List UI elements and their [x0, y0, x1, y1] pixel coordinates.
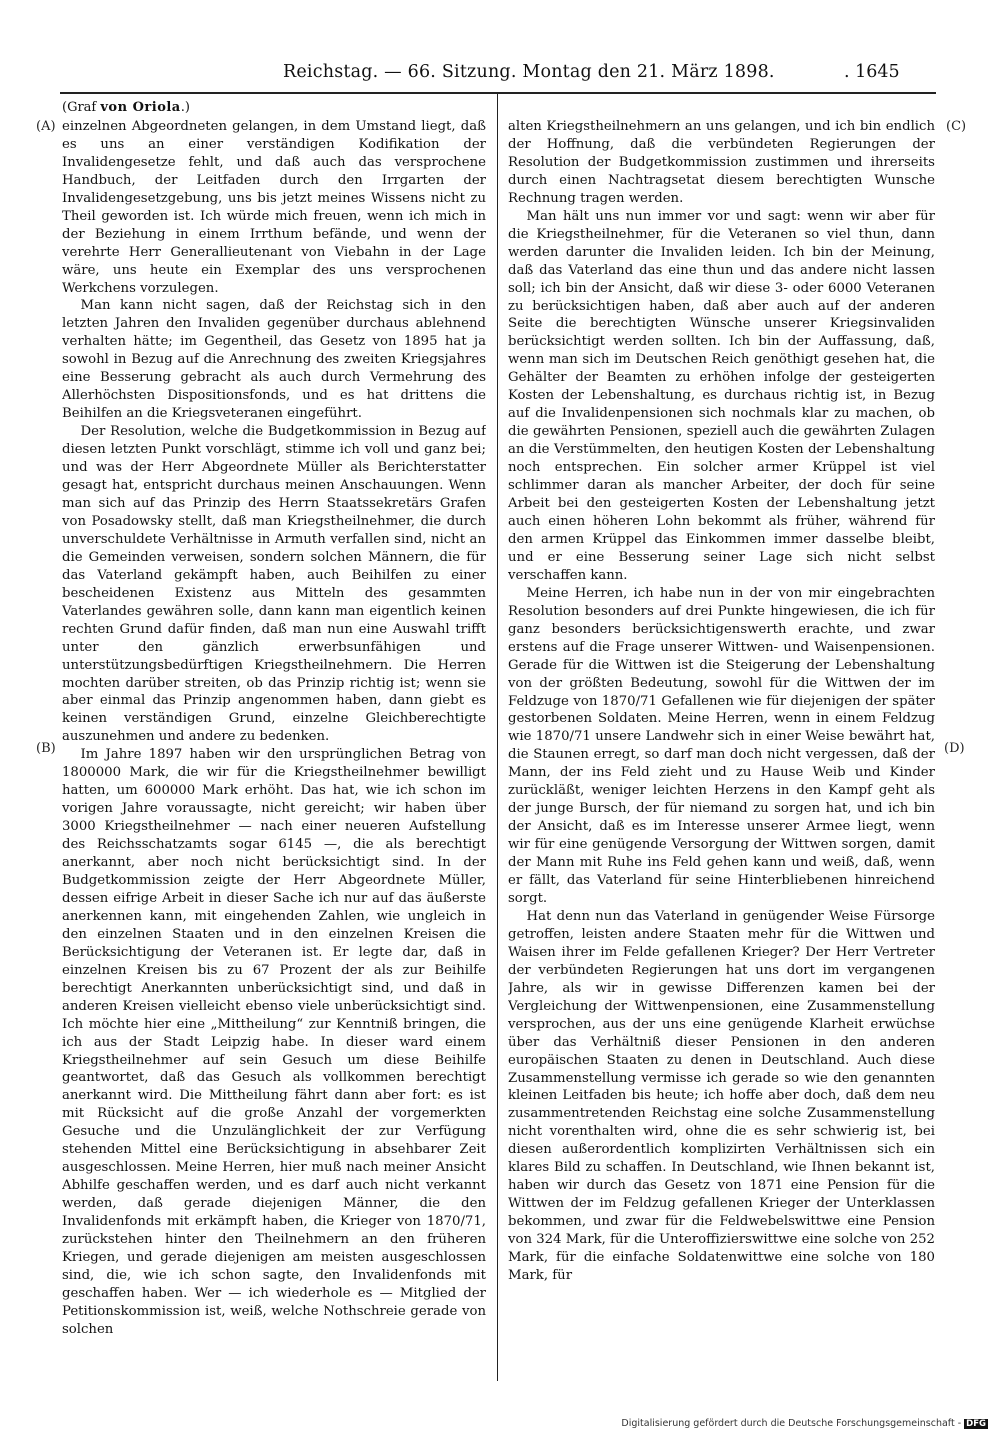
speaker-attribution: [62, 99, 486, 117]
speaker-name: von Oriola: [100, 100, 181, 115]
margin-marker-b: (B): [36, 741, 56, 756]
paragraph: Im Jahre 1897 haben wir den ursprünglichen Betrag von 1800000 Mark, die wir für die Kriegstheilnehmer bewilligt hatten, um 600000 Mark erhöht. Das hat, wie ich schon im vorigen Jahre voraussagte, nicht gereicht; wir haben über 3000 Kriegstheilnehmer — nach einer neueren Aufstellung des Reichsschatzamts sogar 6145 —, die als berechtigt anerkannt, aber noch nicht berücksichtigt sind. In der Budgetkommission zeigte der Herr Abgeordnete Müller, dessen eifrige Arbeit in dieser Sache ich nur auf das äußerste anerkennen kann, mit eingehenden Zahlen, wie ungleich in den einzelnen Staaten und in den einzelnen Kreisen die Berücksichtigung der Veteranen ist. Er legte dar, daß in einzelnen Kreisen bis zu 67 Prozent der als zur Beihilfe berechtigt Anerkannten unberücksichtigt sind, und daß in anderen Kreisen vielleicht ebenso viele unberücksichtigt sind. Ich möchte hier eine „Mittheilung“ zur Kenntniß bringen, die ich aus der Stadt Leipzig habe. In dieser ward einem Kriegstheilnehmer auf sein Gesuch um diese Beihilfe geantwortet, daß das Gesuch als vollkommen berechtigt anerkannt wird. Die Mittheilung fährt dann aber fort: es ist mit Rücksicht auf die große Anzahl der vorgemerkten Gesuche und die Unzulänglichkeit der zur Verfügung stehenden Mittel eine Berücksichtigung in absehbarer Zeit ausgeschlossen. Meine Herren, hier muß nach meiner Ansicht Abhilfe geschaffen werden, und es darf auch nicht verkannt werden, daß gerade diejenigen Männer, die den Invalidenfonds mit erkämpft haben, die Krieger von 1870/71, zurückstehen hinter den Theilnehmern an den früheren Kriegen, und gerade diejenigen am meisten ausgeschlossen sind, die, wie ich schon sagte, den Invalidenfonds mit geschaffen haben. Wer — ich wiederhole es — Mitglied der Petitionskommission ist, weiß, welche Nothschreie gerade von solchen: [62, 747, 486, 1337]
page-header: [0, 62, 1000, 92]
dfg-logo: DFG: [966, 1419, 986, 1429]
paragraph: einzelnen Abgeordneten gelangen, in dem Umstand liegt, daß es uns an einer verständigen Kodifikation der Invalidengesetze fehlt, und daß auch das versprochene Handbuch, der Leitfaden durch den Irrgarten der Invalidengesetzgebung, uns bis jetzt meines Wissens nicht zu Theil geworden ist. Ich würde mich freuen, wenn ich mich in der Beziehung in einem Irrthum befände, und wenn der verehrte Herr Generallieutenant von Viebahn in der Lage wäre, uns heute ein Exemplar des uns versprochenen Werkchens vorzulegen.: [62, 118, 486, 296]
paragraph: alten Kriegstheilnehmern an uns gelangen, und ich bin endlich der Hoffnung, daß die verbündeten Regierungen der Resolution der Budgetkommission zustimmen und ihrerseits durch einen Nachtragsetat diesem berechtigten Wunsche Rechnung tragen werden.: [508, 119, 935, 206]
credit-text: Digitalisierung gefördert durch die Deutsche Forschungsgemeinschaft -: [621, 1418, 962, 1429]
left-column: [62, 99, 486, 1379]
paragraph: Man kann nicht sagen, daß der Reichstag sich in den letzten Jahren den Invaliden gegenüber durchaus ablehnend verhalten hätte; im Gegentheil, das Gesetz von 1895 hat ja sowohl in Bezug auf die Anrechnung des zweiten Kriegsjahres eine Besserung gebracht als auch durch Vermehrung des Allerhöchsten Dispositionsfonds, und es hat drittens die Beihilfen an die Kriegsveteranen eingeführt.: [62, 298, 486, 422]
paragraph: Der Resolution, welche die Budgetkommission in Bezug auf diesen letzten Punkt vorschlägt, stimme ich voll und ganz bei; und was der Herr Abgeordnete Müller als Berichterstatter gesagt hat, entspricht durchaus meinen Anschauungen. Wenn man sich auf das Prinzip des Herrn Staatssekretärs Grafen von Posadowsky stellt, daß man Kriegstheilnehmer, die durch unverschuldete Verhältnisse in Armuth verfallen sind, nicht an die Gemeinden verweisen, sondern solchen Männern, die für das Vaterland gekämpft haben, auch Beihilfen zu einer bescheidenen Existenz aus Mitteln des gesammten Vaterlandes gewähren solle, dann kann man eigentlich keinen rechten Grund dafür finden, daß man nun eine Auswahl trifft unter den gänzlich erwerbsunfähigen und unterstützungsbedürftigen Kriegstheilnehmern. Die Herren mochten darüber streiten, ob das Prinzip richtig ist; wenn sie aber einmal das Prinzip angenommen haben, dann giebt es keinen verständigen Grund, einzelne Gleichberechtigte auszunehmen und andere zu bedenken.: [62, 424, 486, 745]
speaker-suffix: .): [180, 100, 190, 115]
margin-marker-c: (C): [946, 119, 967, 134]
paragraph: Meine Herren, ich habe nun in der von mir eingebrachten Resolution besonders auf drei Punkte hingewiesen, die ich für ganz besonders berücksichtigenswerth erachte, und zwar erstens auf die Frage unserer Wittwen- und Waisenpensionen. Gerade für die Wittwen ist die Steigerung der Lebenshaltung von der größten Bedeutung, sowohl für die Wittwen der im Feldzuge von 1870/71 Gefallenen wie für diejenigen der später gestorbenen Soldaten. Meine Herren, wenn in einem Feldzug wie 1870/71 unsere Landwehr sich in einer Weise bewährt hat, die Staunen erregt, so darf man doch nicht vergessen, daß der Mann, der ins Feld zieht und zu Hause Weib und Kinder zurückläßt, weniger leichten Herzens in den Kampf geht als der junge Bursch, der für niemand zu sorgen hat, und ich bin der Ansicht, daß es im Interesse unserer Armee liegt, wenn wir für eine genügende Versorgung der Wittwen sorgen, damit der Mann mit Ruhe ins Feld gehen kann und weiß, daß, wenn er fällt, das Vaterland für seine Hinterbliebenen hinreichend sorgt.: [508, 585, 935, 906]
margin-marker-a: (A): [36, 119, 56, 134]
digitization-credit: [621, 1418, 988, 1429]
paragraph: Man hält uns nun immer vor und sagt: wenn wir aber für die Kriegstheilnehmer, für die Veteranen so viel thun, dann werden darunter die Invaliden leiden. Ich bin der Meinung, daß das Vaterland das eine thun und das andere nicht lassen soll; ich bin der Ansicht, daß wir diese 3- oder 6000 Veteranen zu berücksichtigen haben, daß aber auch auf der anderen Seite die berechtigten Wünsche unserer Kriegsinvaliden berücksichtigt werden sollten. Ich bin der Auffassung, daß, wenn man sich im Deutschen Reich genöthigt gesehen hat, die Gehälter der Beamten zu erhöhen infolge der gesteigerten Kosten der Lebenshaltung, es durchaus richtig ist, in Bezug auf die Invalidenpensionen sich nochmals klar zu machen, ob die gewährten Pensionen, speziell auch die gewährten Zulagen an die Verstümmelten, den heutigen Kosten der Lebenshaltung noch entsprechen. Ein solcher armer Krüppel ist viel schlimmer daran als mancher Arbeiter, der doch für seine Arbeit bei den gesteigerten Kosten der Lebenshaltung jetzt auch einen höheren Lohn bekommt als früher, während für den armen Krüppel das Einkommen immer dasselbe bleibt, und er eine Besserung seiner Lage sich nicht selbst verschaffen kann.: [508, 208, 935, 583]
running-title: Reichstag. — 66. Sitzung. Montag den 21. März 1898.: [283, 62, 775, 82]
margin-marker-d: (D): [944, 741, 965, 756]
paragraph: Hat denn nun das Vaterland in genügender Weise Fürsorge getroffen, leisten andere Staaten mehr für die Wittwen und Waisen ihrer im Felde gefallenen Krieger? Der Herr Vertreter der verbündeten Regierungen hat uns dort im vergangenen Jahre, als wir in gewisse Differenzen kamen bei der Vergleichung der Wittwenpensionen, eine Zusammenstellung versprochen, aus der uns eine genügende Klarheit erwüchse über das Verhältniß dieser Pensionen in den anderen europäischen Staaten zu denen in Deutschland. Auch diese Zusammenstellung vermisse ich gerade so wie den genannten kleinen Leitfaden bis heute; ich hoffe aber doch, daß dem neu zusammentretenden Reichstag eine solche Zusammenstellung nicht vorenthalten wird, ohne die es sehr schwierig ist, bei diesen außerordentlich komplizirten Verhältnissen sich ein klares Bild zu schaffen. In Deutschland, wie Ihnen bekannt ist, haben wir durch das Gesetz von 1871 eine Pension für die Wittwen der im Feldzug gefallenen Krieger der Unterklassen bekommen, und zwar für die Feldwebelswittwe eine Pension von 324 Mark, für die Unteroffizierswittwe eine solche von 252 Mark, für die einfache Soldatenwittwe eine solche von 180 Mark, für: [508, 908, 935, 1283]
right-column: [508, 118, 935, 1380]
page-number: . 1645: [844, 62, 900, 82]
speaker-prefix: (Graf: [62, 100, 97, 115]
column-divider: [497, 93, 498, 1381]
